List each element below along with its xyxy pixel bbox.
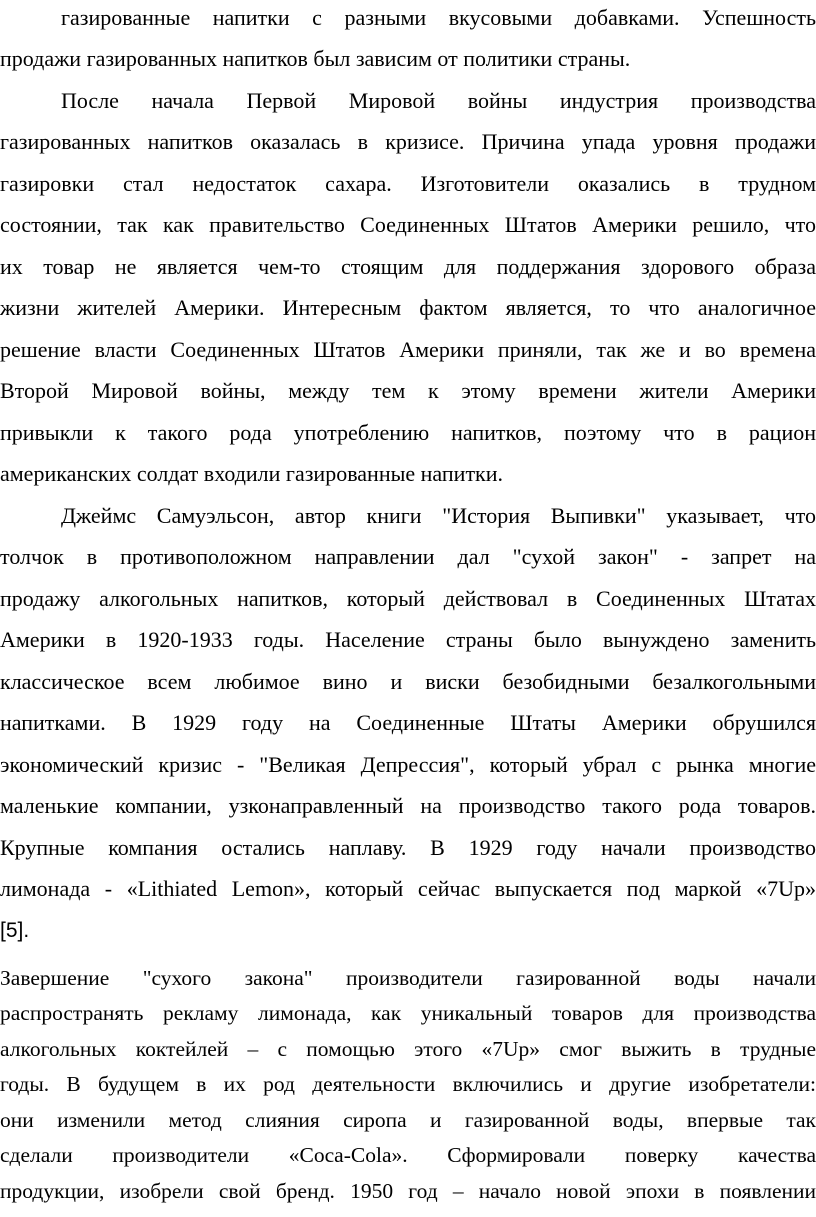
- text-line: жизни жителей Америки. Интересным фактом является, то что аналогичное: [0, 295, 816, 320]
- text-line: толчок в противоположном направлении дал "сухой закон" - запрет на: [0, 544, 816, 569]
- text-line: лимонада - «Lithiated Lemon», который сейчас выпускается под маркой «7Up»: [0, 876, 816, 901]
- text-line: Завершение "сухого закона" производители газированной воды начали: [0, 966, 816, 990]
- text-line: привыкли к такого рода употреблению напитков, поэтому что в рацион: [0, 420, 816, 445]
- text-line: продукции, изобрели свой бренд. 1950 год – начало новой эпохи в появлении: [0, 1179, 816, 1203]
- text-line: напитками. В 1929 году на Соединенные Штаты Америки обрушился: [0, 710, 816, 735]
- text-line: газировки стал недостаток сахара. Изготовители оказались в трудном: [0, 171, 816, 196]
- text-line: состоянии, так как правительство Соединенных Штатов Америки решило, что: [0, 212, 816, 237]
- text-line: решение власти Соединенных Штатов Америки приняли, так же и во времена: [0, 337, 816, 362]
- text-line: продажи газированных напитков был зависим от политики страны.: [0, 46, 631, 71]
- text-line: После начала Первой Мировой войны индустрия производства: [61, 88, 816, 113]
- text-line: газированных напитков оказалась в кризисе. Причина упада уровня продажи: [0, 129, 816, 154]
- text-line: их товар не является чем-то стоящим для поддержания здорового образа: [0, 254, 816, 279]
- text-line: американских солдат входили газированные напитки.: [0, 461, 504, 486]
- text-line: маленькие компании, узконаправленный на производство такого рода товаров.: [0, 793, 816, 818]
- text-line: распространять рекламу лимонада, как уникальный товаров для производства: [0, 1001, 816, 1025]
- text-line: Америки в 1920-1933 годы. Население страны было вынуждено заменить: [0, 627, 816, 652]
- text-line: газированные напитки с разными вкусовыми добавками. Успешность: [61, 5, 816, 30]
- text-line: алкогольных коктейлей – с помощью этого «7Up» смог выжить в трудные: [0, 1037, 816, 1061]
- text-line: Второй Мировой войны, между тем к этому времени жители Америки: [0, 378, 816, 403]
- text-line: классическое всем любимое вино и виски безобидными безалкогольными: [0, 669, 816, 694]
- text-line: годы. В будущем в их род деятельности включились и другие изобретатели:: [0, 1072, 816, 1096]
- text-line: Джеймс Самуэльсон, автор книги "История Выпивки" указывает, что: [61, 503, 816, 528]
- text-line: продажу алкогольных напитков, который действовал в Соединенных Штатах: [0, 586, 816, 611]
- text-line: сделали производители «Coca-Cola». Сформировали поверку качества: [0, 1143, 816, 1167]
- text-line: экономический кризис - "Великая Депрессия", который убрал с рынка многие: [0, 752, 816, 777]
- text-line: они изменили метод слияния сиропа и газированной воды, впервые так: [0, 1108, 816, 1132]
- citation-reference: [5].: [0, 919, 30, 942]
- text-line: Крупные компания остались наплаву. В 1929 году начали производство: [0, 835, 816, 860]
